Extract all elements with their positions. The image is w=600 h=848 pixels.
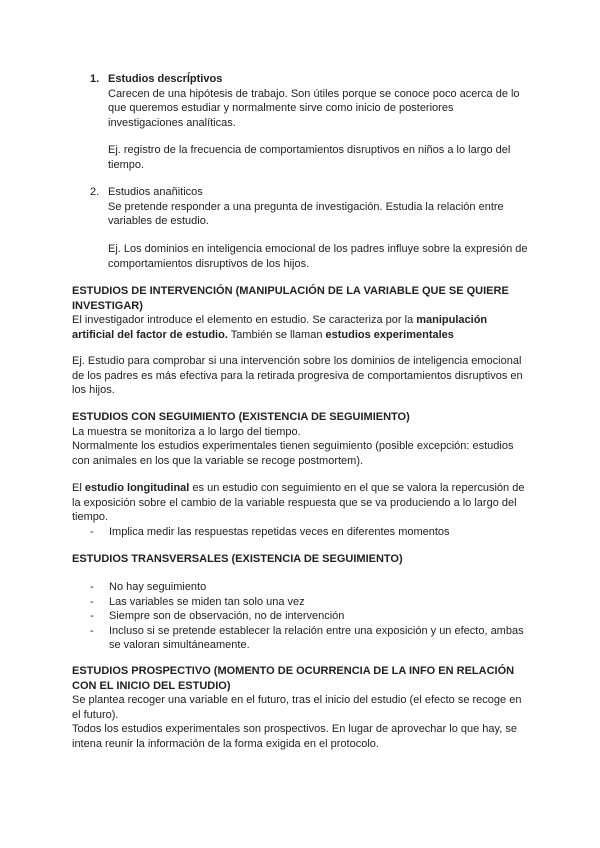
section-paragraph: Todos los estudios experimentales son prospectivos. En lugar de aprovechar lo que hay, se intena reunir la información de la forma exigida en el protocolo. [72,723,517,750]
section-paragraph: Se plantea recoger una variable en el futuro, tras el inicio del estudio (el efecto se recoge en el futuro). [72,694,522,721]
list-item [72,580,532,595]
list-item-analiticos [90,185,528,229]
section-example [72,354,532,398]
text-run: El [72,482,85,494]
list-item [72,609,532,624]
bullet-dash: - [90,610,94,622]
list-item-text: Las variables se miden tan solo una vez [109,595,305,608]
item-example [108,143,528,172]
section-paragraph: La muestra se monitoriza a lo largo del tiempo. [72,425,301,438]
bullet-dash: - [90,624,94,637]
bullet-dash: - [90,595,94,608]
transversales-list-wrap [72,580,532,653]
list-number: 2. [90,186,100,198]
bullet-dash: - [90,581,94,593]
item-example [108,242,528,271]
list-item-text: No hay seguimiento [109,581,207,593]
section-seguimiento [72,410,532,468]
emphasis-text: estudios experimentales [325,328,454,341]
list-item-text: Implica medir las respuestas repetidas veces en diferentes momentos [109,525,450,538]
section-heading: ESTUDIOS TRANSVERSALES (EXISTENCIA DE SEGUIMIENTO) [72,553,403,565]
item-title: Estudios descrÍptivos [108,73,223,85]
section-paragraph [72,481,532,525]
list-item-text: Siempre son de observación, no de intervención [109,610,345,622]
bullet-dash: - [90,525,94,538]
list-item [72,525,532,540]
item-title: Estudios anañiticos [108,186,203,198]
bullet-list [72,525,532,540]
section-longitudinal [72,481,532,539]
list-item-descriptivos [90,72,528,130]
section-heading: ESTUDIOS DE INTERVENCIÓN (MANIPULACIÓN DE LA VARIABLE QUE SE QUIERE INVESTIGAR) [72,285,509,312]
list-item [72,624,532,653]
list-number: 1. [90,73,100,85]
section-prospectivo [72,664,532,751]
list-item [72,595,532,610]
item-description: Carecen de una hipótesis de trabajo. Son útiles porque se conoce poco acerca de lo que queremos estudiar y normalmente sirve como inicio de posteriores investigaciones analíticas. [108,87,520,129]
section-transversales [72,552,532,567]
example-text: Ej. Estudio para comprobar si una intervención sobre los dominios de inteligencia emocional de los padres es más efectiva para la retirada progresiva de comportamientos disruptivos en los hijos. [72,355,523,396]
text-run: El investigador introduce el elemento en estudio. Se caracteriza por la [72,314,417,326]
list-item-text: Incluso si se pretende establecer la relación entre una exposición y un efecto, ambas se valoran simultáneamente. [109,624,524,651]
text-run: es un estudio con seguimiento en el que se valora la repercusión de la exposición sobre el cambio de la variable respuesta que se va produciendo a lo largo del tiempo. [72,482,525,523]
section-heading: ESTUDIOS PROSPECTIVO (MOMENTO DE OCURRENCIA DE LA INFO EN RELACIÓN CON EL INICIO DEL ESTUDIO) [72,665,515,692]
bullet-list [72,580,532,653]
example-text: Ej. Los dominios en inteligencia emocional de los padres influye sobre la expresión de comportamientos disruptivos de los hijos. [108,243,528,270]
item-description: Se pretende responder a una pregunta de investigación. Estudia la relación entre variables de estudio. [108,200,504,227]
section-heading: ESTUDIOS CON SEGUIMIENTO (EXISTENCIA DE SEGUIMIENTO) [72,411,410,423]
emphasis-text: manipulación artificial del factor de estudio. [72,314,488,341]
text-run: También se llaman [227,328,326,341]
section-paragraph [72,313,532,342]
section-intervencion [72,284,532,342]
section-paragraph: Normalmente los estudios experimentales tienen seguimiento (posible excepción: estudios con animales en los que la variable se recoge postmortem). [72,440,514,467]
emphasis-text: estudio longitudinal [84,482,190,494]
example-text: Ej. registro de la frecuencia de comportamientos disruptivos en niños a lo largo del tiempo. [108,144,511,171]
